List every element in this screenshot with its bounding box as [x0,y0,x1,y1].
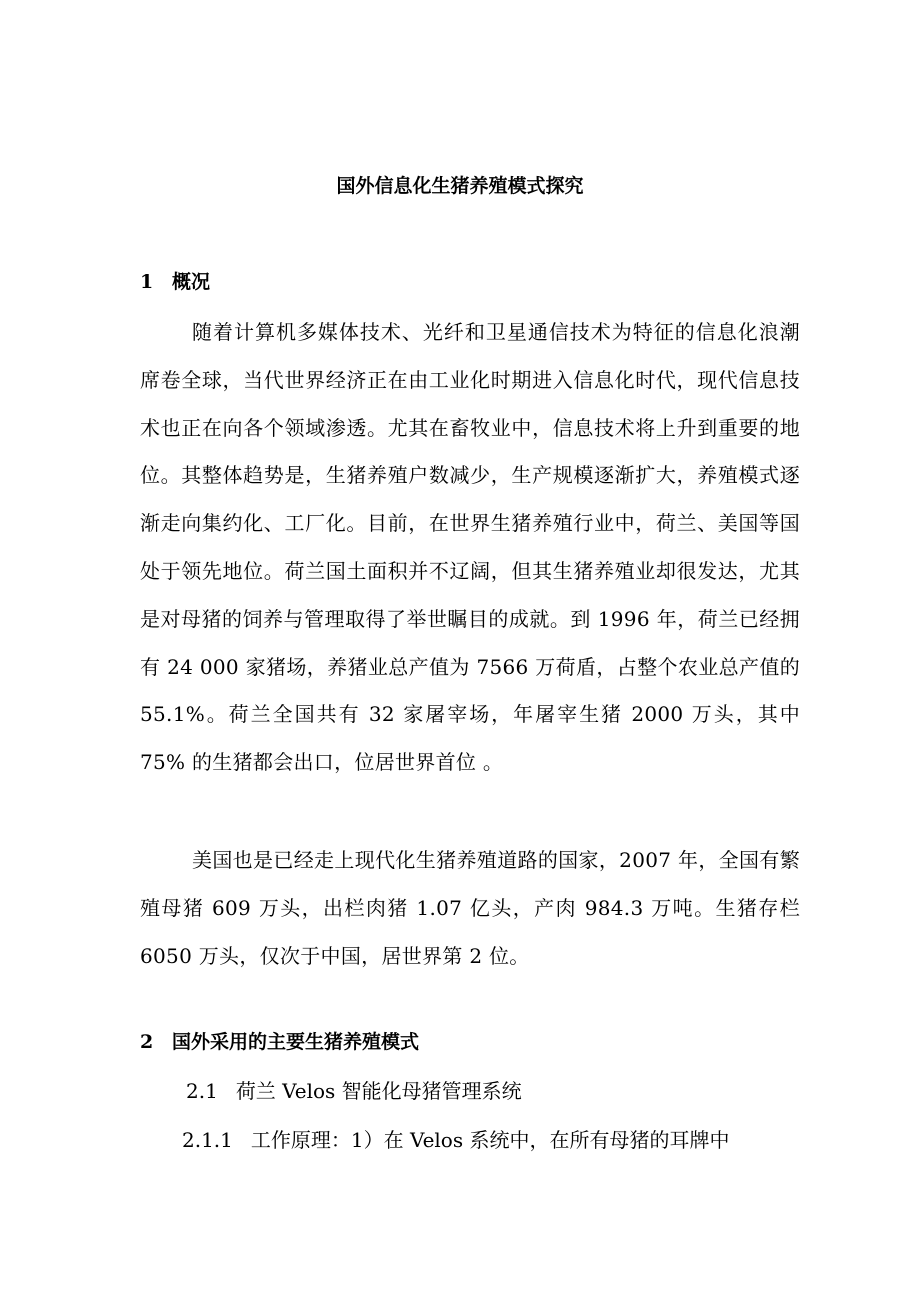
section-1-title: 概况 [172,271,211,293]
section-1-paragraph-1: 随着计算机多媒体技术、光纤和卫星通信技术为特征的信息化浪潮席卷全球，当代世界经济正在由工业化时期进入信息化时代，现代信息技术也正在向各个领域渗透。尤其在畜牧业中，信息技术将上升到重要的地位。其整体趋势是，生猪养殖户数减少，生产规模逐渐扩大，养殖模式逐渐走向集约化、工厂化。目前，在世界生猪养殖行业中，荷兰、美国等国处于领先地位。荷兰国土面积并不辽阔，但其生猪养殖业却很发达，尤其是对母猪的饲养与管理取得了举世瞩目的成就。到 1996 年，荷兰已经拥有 24 000 家猪场，养猪业总产值为 7566 万荷盾，占整个农业总产值的 55.1%。荷兰全国共有 32 家屠宰场，年屠宰生猪 2000 万头，其中 75% 的生猪都会出口，位居世界首位 。 [140,320,800,775]
section-2-number: 2 [140,1031,154,1053]
section-2-heading [140,1028,419,1056]
section-2-title: 国外采用的主要生猪养殖模式 [172,1031,420,1053]
subsection-2-1-1-number: 2.1.1 [182,1128,233,1152]
subsection-2-1-1-text: 工作原理：1）在 Velos 系统中，在所有母猪的耳牌中 [250,1128,730,1152]
section-1-number: 1 [140,271,154,293]
subsection-2-1 [186,1076,522,1106]
subsection-2-1-text: 荷兰 Velos 智能化母猪管理系统 [235,1079,522,1103]
document-title: 国外信息化生猪养殖模式探究 [336,175,584,197]
subsection-2-1-1 [182,1125,729,1155]
subsection-2-1-number: 2.1 [186,1079,218,1103]
section-1-heading [140,268,210,296]
section-1-paragraph-2: 美国也是已经走上现代化生猪养殖道路的国家，2007 年，全国有繁殖母猪 609 万头，出栏肉猪 1.07 亿头，产肉 984.3 万吨。生猪存栏 6050 万头，仅次于中国，居世界第 2 位。 [140,848,800,968]
